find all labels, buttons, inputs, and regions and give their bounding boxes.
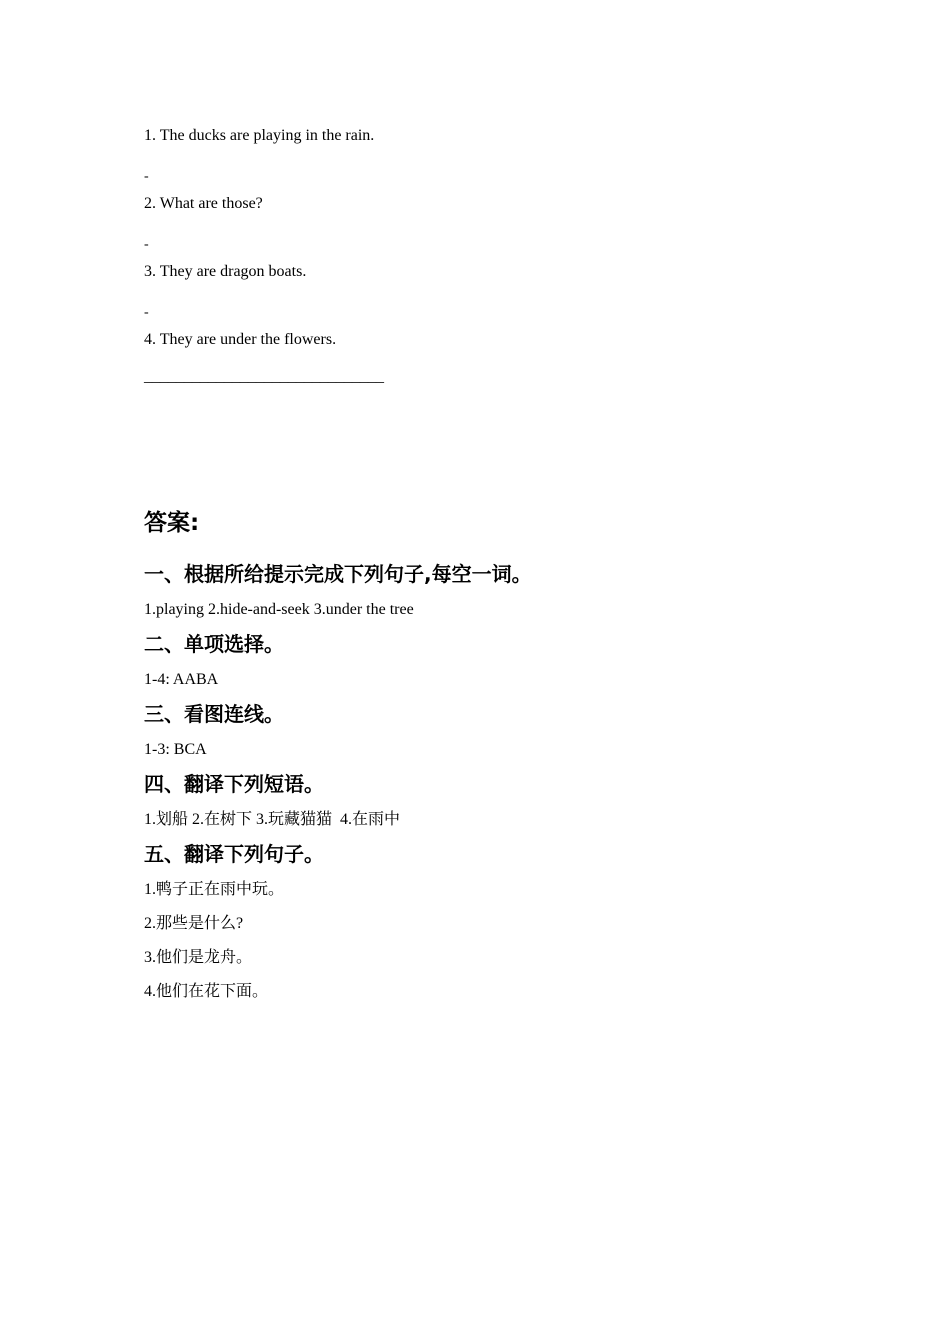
section-5-answer-4: 4.他们在花下面。 [144, 983, 269, 1000]
section-2-answer: 1-4: AABA [144, 671, 219, 688]
section-heading-2: 二、单项选择。 [144, 632, 284, 656]
section-heading-4: 四、翻译下列短语。 [144, 772, 324, 796]
answers-title: 答案: [144, 510, 200, 536]
section-3-answer: 1-3: BCA [144, 741, 207, 758]
answer-blank-1: - [144, 169, 149, 184]
section-5-answer-1: 1.鸭子正在雨中玩。 [144, 881, 285, 898]
sentence-4: 4. They are under the flowers. [144, 331, 337, 348]
sentence-1: 1. The ducks are playing in the rain. [144, 127, 375, 144]
section-1-answer: 1.playing 2.hide-and-seek 3.under the tree [144, 601, 414, 618]
answer-blank-4: ______________________________ [144, 368, 384, 385]
section-4-answer: 1.划船 2.在树下 3.玩藏猫猫 4.在雨中 [144, 811, 401, 828]
section-heading-1: 一、根据所给提示完成下列句子,每空一词。 [144, 562, 532, 586]
section-5-answer-2: 2.那些是什么? [144, 915, 244, 932]
answer-blank-3: - [144, 305, 149, 320]
section-heading-3: 三、看图连线。 [144, 702, 284, 726]
section-5-answer-3: 3.他们是龙舟。 [144, 949, 253, 966]
answer-blank-2: - [144, 237, 149, 252]
sentence-2: 2. What are those? [144, 195, 263, 212]
section-heading-5: 五、翻译下列句子。 [144, 842, 324, 866]
sentence-3: 3. They are dragon boats. [144, 263, 307, 280]
